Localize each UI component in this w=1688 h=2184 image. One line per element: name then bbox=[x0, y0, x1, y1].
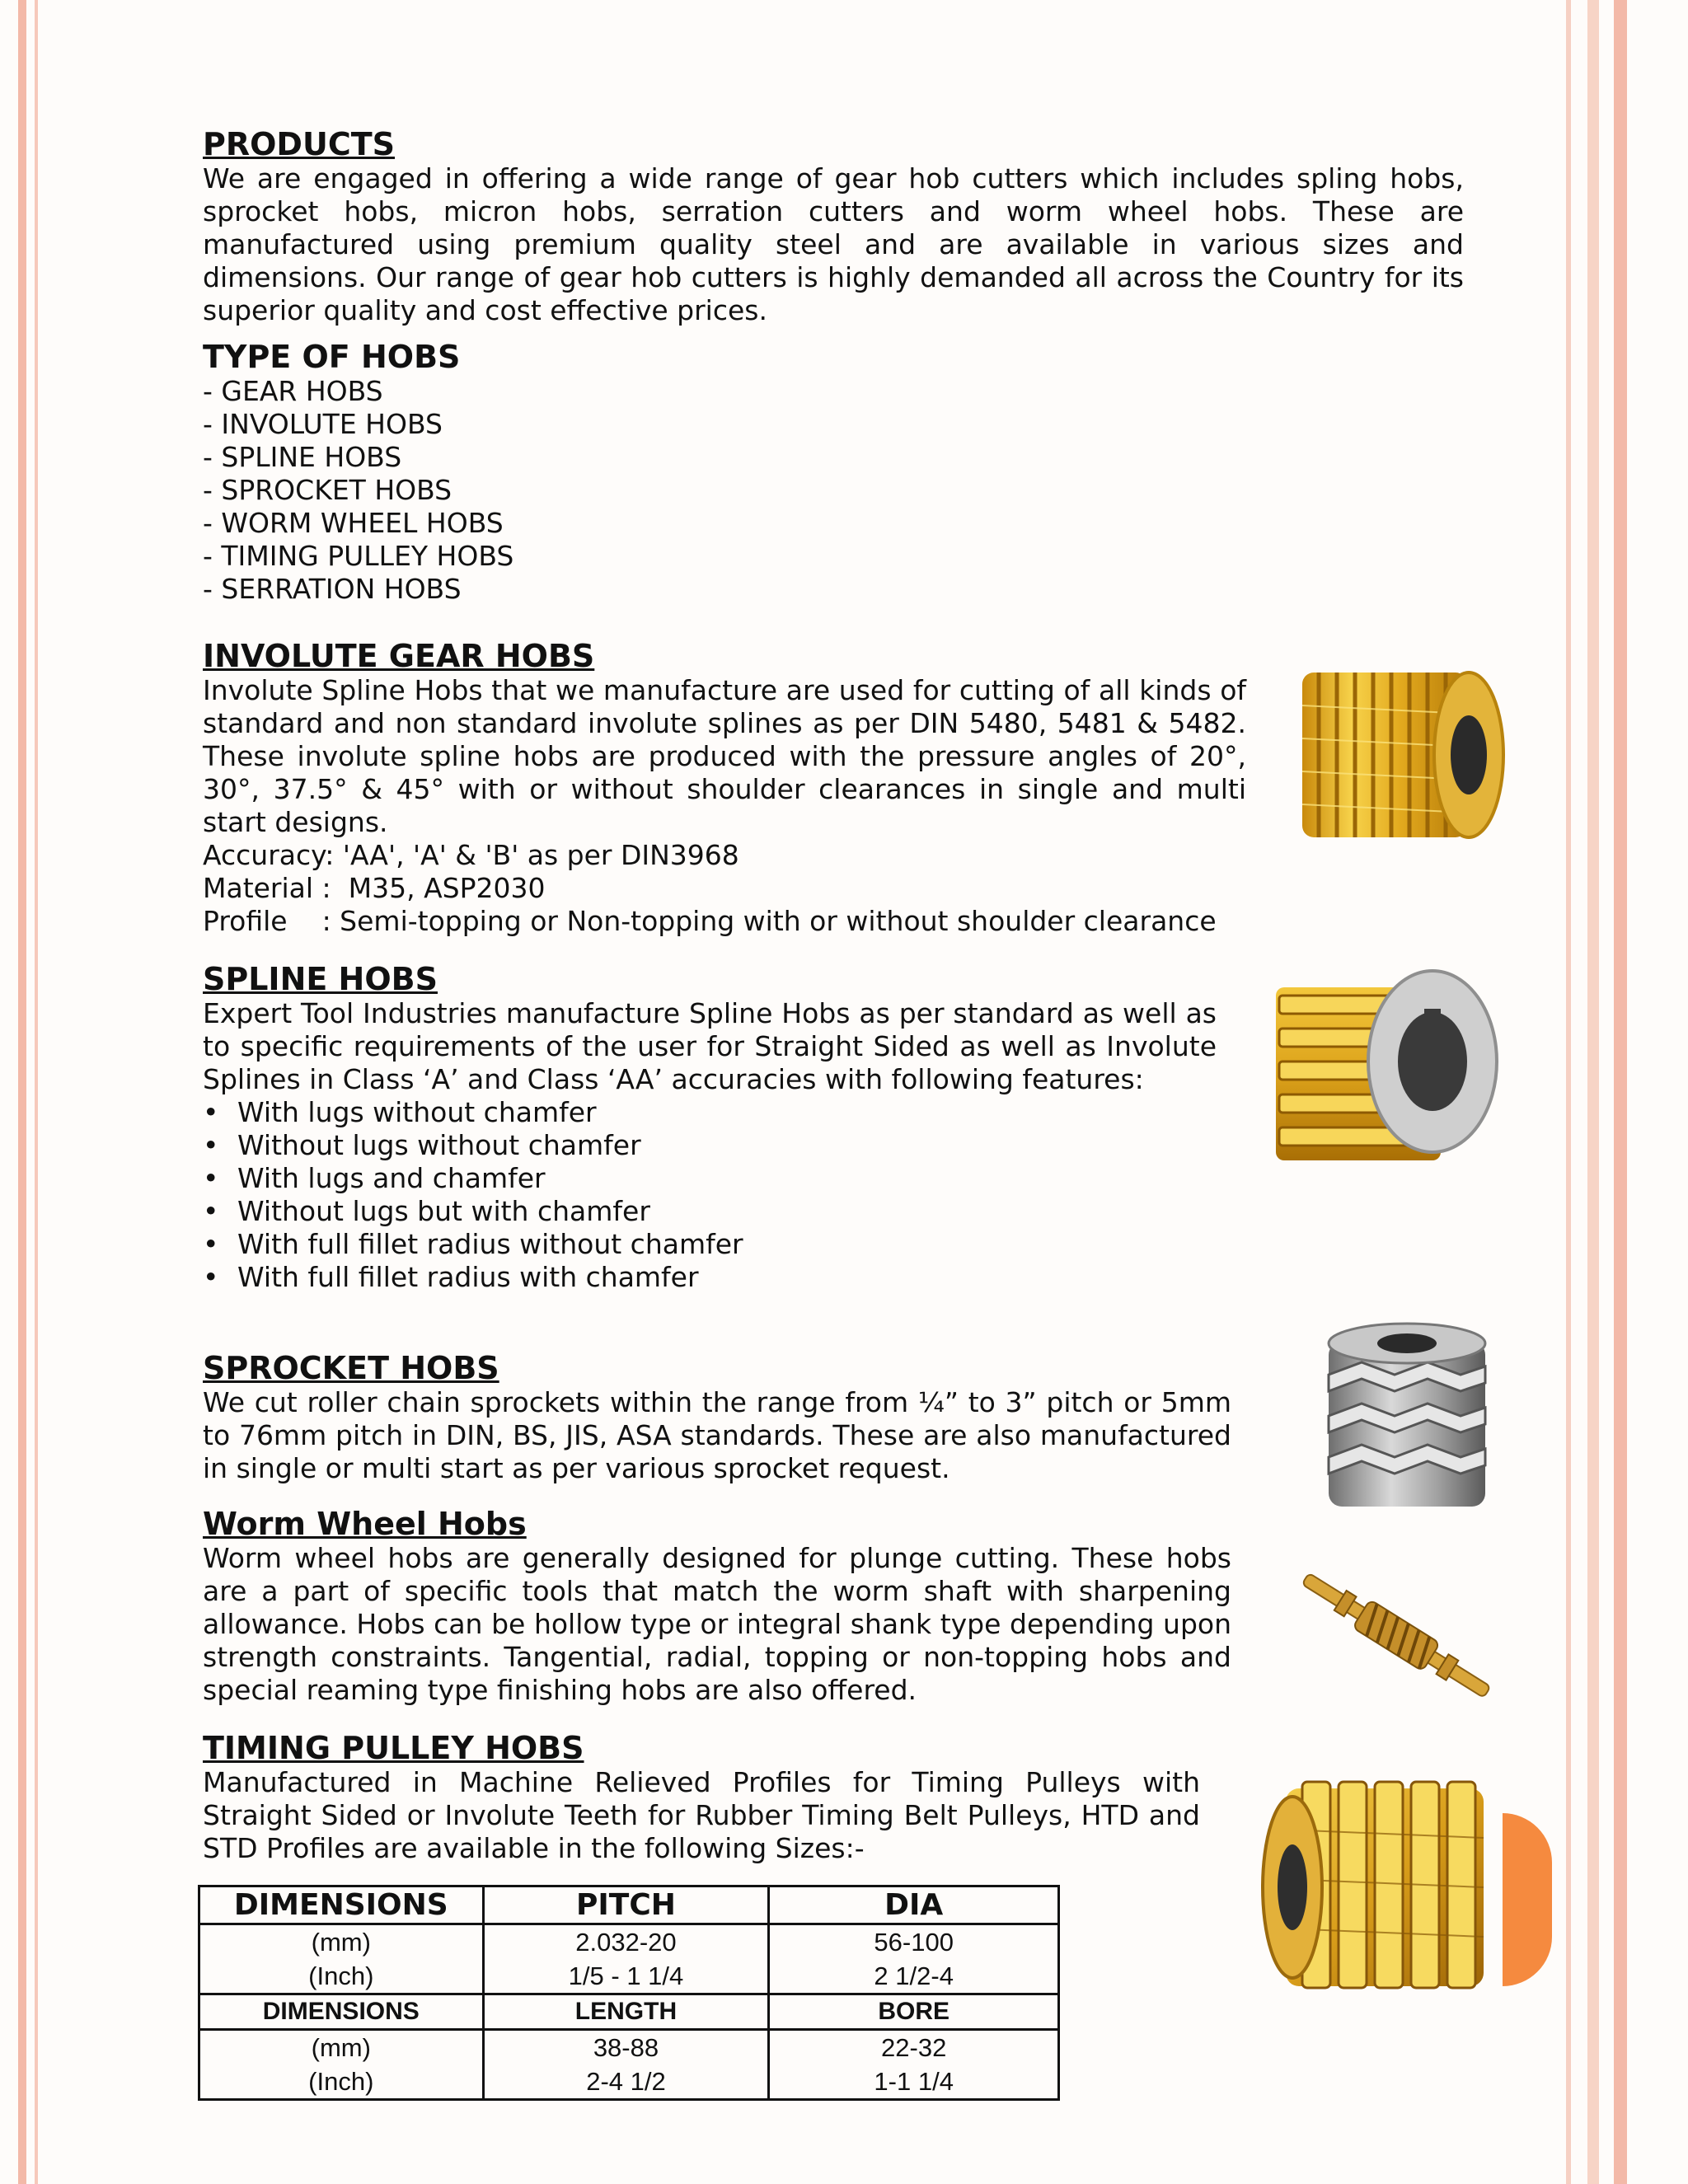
sprocket-hob-image bbox=[1312, 1317, 1510, 1515]
types-item: - SPLINE HOBS bbox=[203, 441, 402, 473]
spline-hob-image bbox=[1268, 963, 1515, 1185]
table-row bbox=[199, 2030, 1059, 2065]
timing-heading: TIMING PULLEY HOBS bbox=[203, 1730, 584, 1766]
table-subheader-cell: DIMENSIONS bbox=[199, 1994, 484, 2030]
table-row bbox=[199, 1959, 1059, 1994]
table-cell: 1-1 1/4 bbox=[769, 2064, 1059, 2100]
types-item: - INVOLUTE HOBS bbox=[203, 408, 443, 440]
types-item: - GEAR HOBS bbox=[203, 375, 383, 407]
sprocket-section bbox=[203, 1350, 1231, 1485]
table-header-row bbox=[199, 1886, 1059, 1924]
types-item: - SERRATION HOBS bbox=[203, 573, 462, 605]
spline-section bbox=[203, 961, 1217, 1294]
table-cell: 1/5 - 1 1/4 bbox=[483, 1959, 769, 1994]
involute-gear-hob-image bbox=[1286, 648, 1517, 862]
table-cell: (Inch) bbox=[199, 2064, 484, 2100]
spline-heading: SPLINE HOBS bbox=[203, 961, 438, 997]
table-header-cell: PITCH bbox=[483, 1886, 769, 1924]
table-subheader-cell: BORE bbox=[769, 1994, 1059, 2030]
types-list bbox=[203, 375, 1109, 606]
table-cell: 56-100 bbox=[769, 1924, 1059, 1960]
table-subheader-row bbox=[199, 1994, 1059, 2030]
page-border-right bbox=[1614, 0, 1627, 2184]
worm-text: Worm wheel hobs are generally designed for plunge cutting. These hobs are a part of specific tools that match the worm shaft with sharpening allowance. Hobs can be hollow type or integral shank type depending upon strength constraints. Tangential, radial, topping or non-topping hobs and special reaming type finishing hobs are also offered. bbox=[203, 1542, 1231, 1706]
table-subheader-cell: LENGTH bbox=[483, 1994, 769, 2030]
involute-heading: INVOLUTE GEAR HOBS bbox=[203, 638, 595, 674]
sprocket-text: We cut roller chain sprockets within the range from ¼” to 3” pitch or 5mm to 76mm pitch in DIN, BS, JIS, ASA standards. These are also manufactured in single or multi start as per various sprocket request. bbox=[203, 1386, 1231, 1484]
involute-accuracy: Accuracy: 'AA', 'A' & 'B' as per DIN3968 bbox=[203, 839, 739, 871]
table-header-cell: DIA bbox=[769, 1886, 1059, 1924]
orange-tab-decoration bbox=[1503, 1813, 1552, 1986]
table-cell: 2-4 1/2 bbox=[483, 2064, 769, 2100]
products-text: We are engaged in offering a wide range of gear hob cutters which includes spling hobs, sprocket hobs, micron hobs, serration cutters and worm wheel hobs. These are manufactured using premium quality steel and are available in various sizes and dimensions. Our range of gear hob cutters is highly demanded all across the Country for its superior quality and cost effective prices. bbox=[203, 162, 1464, 326]
worm-wheel-hob-image bbox=[1280, 1546, 1511, 1727]
page-border-left-inner bbox=[35, 0, 38, 2184]
page-border-right-inner bbox=[1566, 0, 1571, 2184]
table-cell: (mm) bbox=[199, 2030, 484, 2065]
spline-features-list bbox=[203, 1096, 1217, 1294]
timing-section bbox=[203, 1730, 1200, 1865]
types-item: - TIMING PULLEY HOBS bbox=[203, 540, 514, 572]
products-section bbox=[203, 126, 1464, 327]
involute-section bbox=[203, 638, 1246, 938]
table-cell: 38-88 bbox=[483, 2030, 769, 2065]
table-cell: 22-32 bbox=[769, 2030, 1059, 2065]
table-row bbox=[199, 1924, 1059, 1960]
involute-material: Material : M35, ASP2030 bbox=[203, 872, 546, 904]
spline-feature: • Without lugs but with chamfer bbox=[203, 1195, 1217, 1228]
worm-heading: Worm Wheel Hobs bbox=[203, 1506, 527, 1542]
worm-section bbox=[203, 1506, 1231, 1707]
table-cell: 2.032-20 bbox=[483, 1924, 769, 1960]
spline-feature: • Without lugs without chamfer bbox=[203, 1129, 1217, 1162]
timing-text: Manufactured in Machine Relieved Profiles for Timing Pulleys with Straight Sided or Involute Teeth for Rubber Timing Belt Pulleys, HTD and STD Profiles are available in the following Sizes:- bbox=[203, 1766, 1200, 1864]
table-cell: (Inch) bbox=[199, 1959, 484, 1994]
timing-sizes-table bbox=[198, 1885, 1060, 2101]
table-cell: 2 1/2-4 bbox=[769, 1959, 1059, 1994]
page-border-left bbox=[18, 0, 26, 2184]
spline-feature: • With full fillet radius without chamfer bbox=[203, 1228, 1217, 1261]
spline-feature: • With lugs without chamfer bbox=[203, 1096, 1217, 1129]
involute-profile: Profile : Semi-topping or Non-topping with or without shoulder clearance bbox=[203, 905, 1217, 937]
types-heading: TYPE OF HOBS bbox=[203, 339, 461, 375]
page-border-right-mid bbox=[1587, 0, 1599, 2184]
types-item: - SPROCKET HOBS bbox=[203, 474, 452, 506]
types-section bbox=[203, 339, 1109, 606]
spline-feature: • With lugs and chamfer bbox=[203, 1162, 1217, 1195]
table-header-cell: DIMENSIONS bbox=[199, 1886, 484, 1924]
spline-text: Expert Tool Industries manufacture Spline Hobs as per standard as well as to specific requirements of the user for Straight Sided as well as Involute Splines in Class ‘A’ and Class ‘AA’ accuracies with following features: bbox=[203, 997, 1217, 1095]
products-heading: PRODUCTS bbox=[203, 126, 395, 162]
involute-text: Involute Spline Hobs that we manufacture are used for cutting of all kinds of standard and non standard involute splines as per DIN 5480, 5481 & 5482. These involute spline hobs are produced with the pressure angles of 20°, 30°, 37.5° & 45° with or without shoulder clearances in single and multi start designs. bbox=[203, 674, 1246, 838]
sprocket-heading: SPROCKET HOBS bbox=[203, 1350, 499, 1386]
table-row bbox=[199, 2064, 1059, 2100]
timing-pulley-hob-image bbox=[1253, 1772, 1500, 2003]
table-cell: (mm) bbox=[199, 1924, 484, 1960]
spline-feature: • With full fillet radius with chamfer bbox=[203, 1261, 1217, 1294]
types-item: - WORM WHEEL HOBS bbox=[203, 507, 504, 539]
